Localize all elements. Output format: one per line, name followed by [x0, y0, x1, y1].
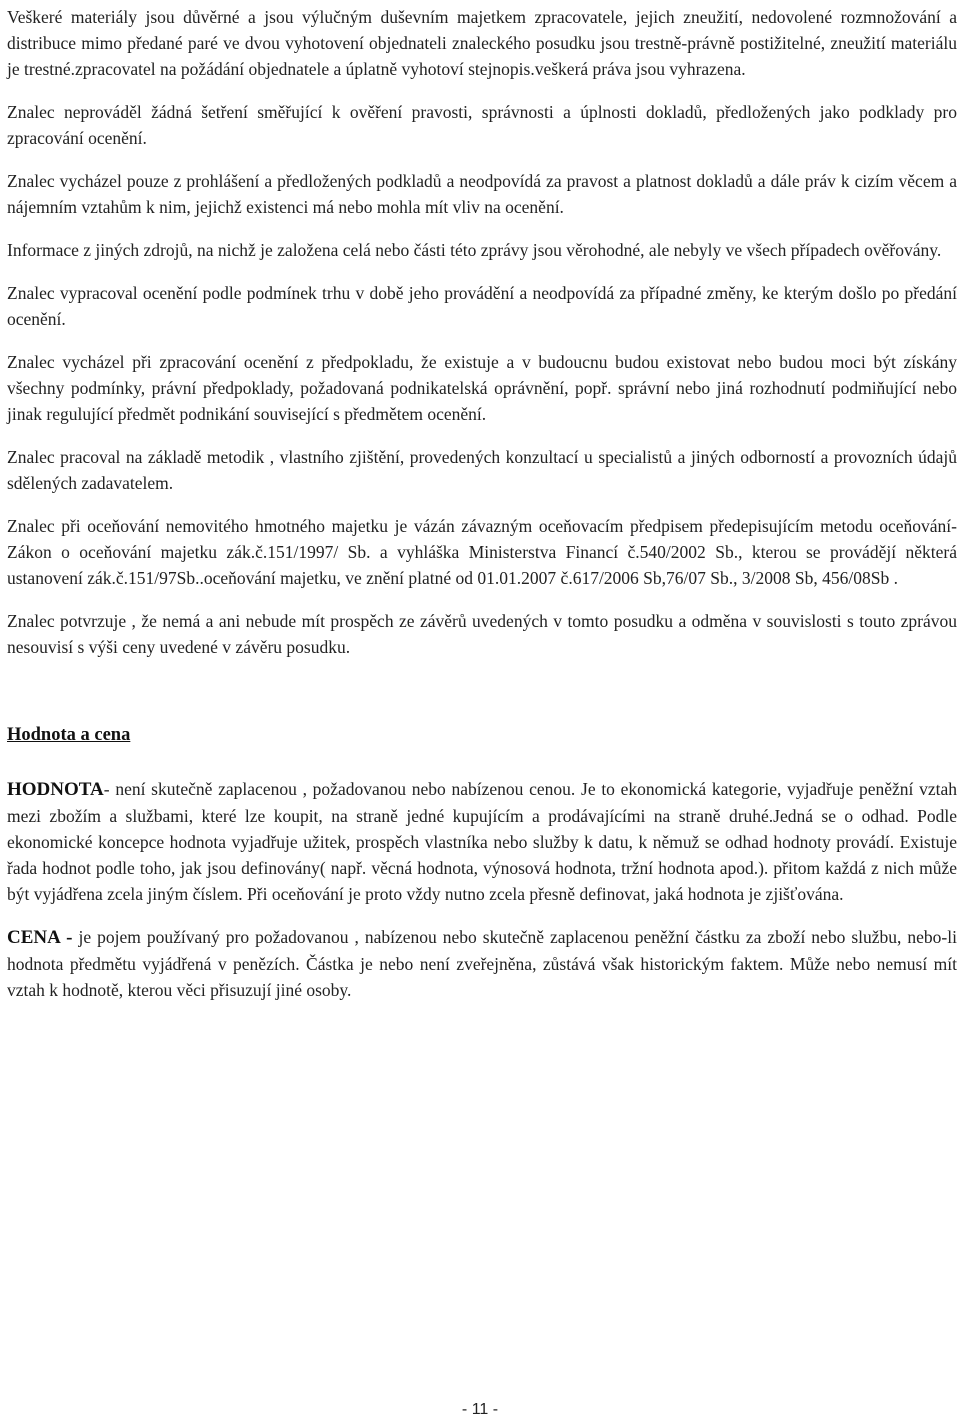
term-hodnota: HODNOTA	[7, 779, 104, 800]
paragraph-legal-regulations: Znalec při oceňování nemovitého hmotného majetku je vázán závazným oceňovacím předpisem předepisujícím metodu oceňování-Zákon o oceňování majetku zák.č.151/1997/ Sb. a vyhláška Ministerstva Financí č.540/2002 Sb., kterou se provádějí některá ustanovení zák.č.151/97Sb..oceňování majetku, ve znění platné od 01.01.2007 č.617/2006 Sb,76/07 Sb., 3/2008 Sb, 456/08Sb .	[7, 516, 957, 588]
section-heading-value-and-price: Hodnota a cena	[7, 725, 131, 745]
page-number: - 11 -	[461, 1401, 499, 1418]
document-page	[7, 4, 957, 1020]
paragraph-no-verification: Znalec neprováděl žádná šetření směřující k ověření pravosti, správnosti a úplnosti dokladů, předložených jako podklady pro zpracování ocenění.	[7, 102, 957, 148]
paragraph-declarations: Znalec vycházel pouze z prohlášení a předložených podkladů a neodpovídá za pravost a platnost dokladů a dále práv k cizím věcem a nájemním vztahům k nim, jejichž existenci má nebo mohla mít vliv na ocenění.	[7, 171, 957, 217]
hodnota-definition: - není skutečně zaplacenou , požadovanou nebo nabízenou cenou. Je to ekonomická kategorie, vyjadřuje peněžní vztah mezi zbožím a službami, které lze koupit, na straně jedné kupujícím a prodávajícími na straně druhé.Jedná se o odhad. Podle ekonomické koncepce hodnota vyjadřuje užitek, prospěch vlastníka nebo služby k datu, k němuž se odhad hodnoty provádí. Existuje řada hodnot podle toho, jak jsou definovány( např. věcná hodnota, výnosová hodnota, tržní hodnota apod.). přitom každá z nich může být vyjádřena zcela jiným číslem. Při oceňování je proto vždy nutno zcela přesně definovat, jaká hodnota je zjišťována.	[7, 779, 957, 904]
term-cena: CENA -	[7, 927, 73, 948]
paragraph-cena	[7, 924, 957, 1003]
paragraph-no-interest: Znalec potvrzuje , že nemá a ani nebude mít prospěch ze závěrů uvedených v tomto posudku a odměna v souvislosti s touto zprávou nesouvisí s výši ceny uvedené v závěru posudku.	[7, 611, 957, 657]
paragraph-confidentiality: Veškeré materiály jsou důvěrné a jsou výlučným duševním majetkem zpracovatele, jejich zneužití, nedovolené rozmnožování a distribuce mimo předané paré ve dvou vyhotovení objednateli znaleckého posudku jsou trestně-právně postižitelné, zneužití materiálu je trestné.zpracovatel na požádání objednatele a úplatně vyhotoví stejnopis.veškerá práva jsou vyhrazena.	[7, 7, 957, 79]
paragraph-assumptions: Znalec vycházel při zpracování ocenění z předpokladu, že existuje a v budoucnu budou existovat nebo budou moci být získány všechny podmínky, právní předpoklady, požadovaná podnikatelská oprávnění, popř. správní nebo jiná rozhodnutí podmiňující nebo jinak regulující předmět podnikání související s předmětem ocenění.	[7, 352, 957, 424]
paragraph-methodology: Znalec pracoval na základě metodik , vlastního zjištění, provedených konzultací u specialistů a jiných odborností a provozních údajů sdělených zadavatelem.	[7, 447, 957, 493]
paragraph-market-conditions: Znalec vypracoval ocenění podle podmínek trhu v době jeho provádění a neodpovídá za případné změny, ke kterým došlo po předání ocenění.	[7, 283, 957, 329]
paragraph-hodnota	[7, 776, 957, 907]
cena-definition: je pojem používaný pro požadovanou , nabízenou nebo skutečně zaplacenou peněžní částku za zboží nebo službu, nebo-li hodnota předmětu vyjádřená v penězích. Částka je nebo není zveřejněna, zůstává však historickým faktem. Může nebo nemusí mít vztah k hodnotě, kterou věci přisuzují jiné osoby.	[7, 927, 957, 1000]
paragraph-information-sources: Informace z jiných zdrojů, na nichž je založena celá nebo části této zprávy jsou věrohodné, ale nebyly ve všech případech ověřovány.	[7, 240, 942, 260]
